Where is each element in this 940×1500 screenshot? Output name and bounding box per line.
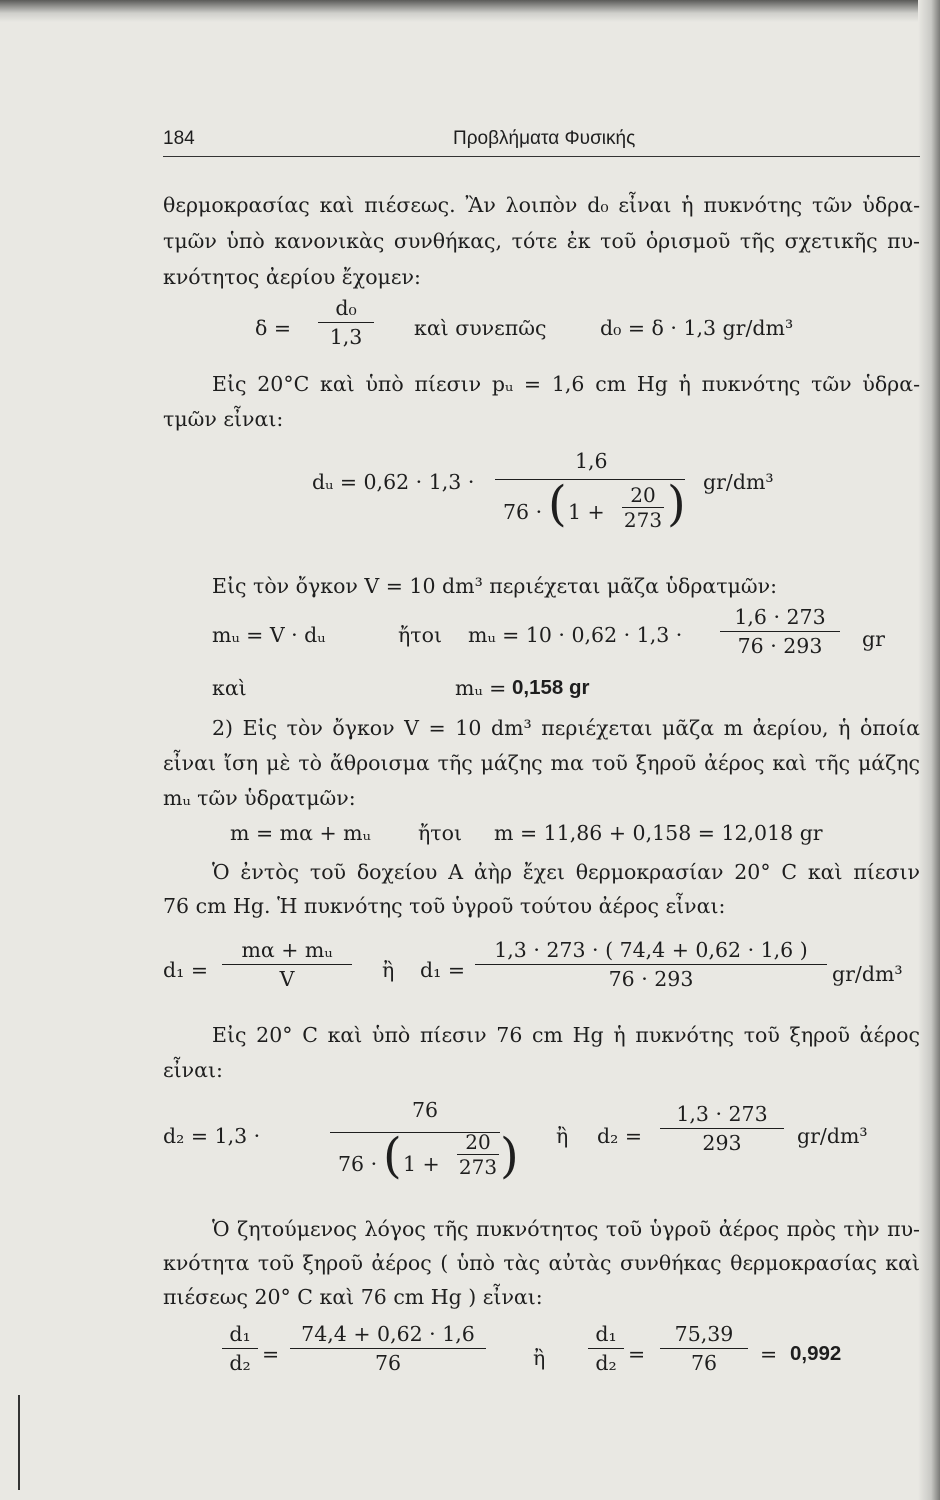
page-number: 184 (163, 128, 195, 149)
text-line: 76 cm Hg. Ἡ πυκνότης τοῦ ὑγροῦ τούτου ἀέρος εἶναι: (163, 894, 726, 918)
text-line: εἶναι ἴση μὲ τὸ ἄθροισμα τῆς μάζης mα τοῦ ξηροῦ ἀέρος καὶ τῆς μάζης (163, 751, 920, 775)
text-line: θερμοκρασίας καὶ πιέσεως. Ἂν λοιπὸν d₀ εἶναι ἡ πυκνότης τῶν ὑδρα- (163, 193, 920, 217)
text-line: τμῶν εἶναι: (163, 407, 284, 431)
text-line: Εἰς 20°C καὶ ὑπὸ πίεσιν pᵤ = 1,6 cm Hg ἡ πυκνότης τῶν ὑδρα- (212, 372, 920, 396)
text-line: κνότητος ἀερίου ἔχομεν: (163, 265, 421, 289)
text-line: Ὁ ζητούμενος λόγος τῆς πυκνότητος τοῦ ὑγροῦ ἀέρος πρὸς τὴν πυ- (212, 1217, 920, 1241)
header-rule (163, 156, 920, 157)
text-line: Ὁ ἐντὸς τοῦ δοχείου Α ἀὴρ ἔχει θερμοκρασίαν 20° C καὶ πίεσιν (212, 860, 920, 884)
text-line: Εἰς 20° C καὶ ὑπὸ πίεσιν 76 cm Hg ἡ πυκνότης τοῦ ξηροῦ ἀέρος (212, 1023, 920, 1047)
scan-top-edge (0, 0, 940, 22)
scan-right-edge (918, 0, 940, 1500)
text-line: εἶναι: (163, 1058, 223, 1082)
book-page: 184 Προβλήματα Φυσικής θερμοκρασίας καὶ πιέσεως. Ἂν λοιπὸν d₀ εἶναι ἡ πυκνότης τῶν ὑδρα- τμῶν ὑπὸ κανονικὰς συνθήκας, τότε ἐκ τοῦ ὁρισμοῦ τῆς σχετικῆς πυ- κνότητος ἀερίου ἔχομεν: δ = d₀ 1,3 καὶ συνεπῶς d₀ = δ · 1,3 gr/dm³ Εἰς 20°C καὶ ὑπὸ πίεσιν pᵤ = 1,6 cm Hg ἡ πυκνότης τῶν ὑδρα- τμῶν εἶναι: dᵤ = 0,62 · 1,3 · 1,6 76 · ( 1 + 20 273 ) gr/dm³ Εἰς τὸν ὄγκον V = 10 dm³ περιέχεται μᾶζα ὑδρατμῶν: mᵤ = V · dᵤ ἤτοι mᵤ = 10 · 0,62 · 1,3 · 1,6 · 273 76 · 293 gr καὶ mᵤ = 0,158 gr 2) Εἰς τὸν ὄγκον V = 10 dm³ περιέχεται μᾶζα m ἀερίου, ἡ ὁποία εἶναι ἴση μὲ τὸ ἄθροισμα τῆς μάζης mα τοῦ ξηροῦ ἀέρος καὶ τῆς μάζης mᵤ τῶν ὑδρατμῶν: m = mα + mᵤ ἤτοι m = 11,86 + 0,158 = 12,018 gr Ὁ ἐντὸς τοῦ δοχείου Α ἀὴρ ἔχει θερμοκρασίαν 20° C καὶ πίεσιν 76 cm Hg. Ἡ πυκνότης τοῦ ὑγροῦ τούτου ἀέρος εἶναι: d₁ = mα + mᵤ V ἢ d₁ = 1,3 · 273 · ( 74,4 + 0,62 · 1,6 ) 76 · 293 gr/dm³ Εἰς 20° C καὶ ὑπὸ πίεσιν 76 cm Hg ἡ πυκνότης τοῦ ξηροῦ ἀέρος εἶναι: d₂ = 1,3 · 76 76 · ( 1 + 20 273 ) ἢ d₂ = 1,3 · 273 293 gr/dm³ Ὁ ζητούμενος λόγος τῆς πυκνότητος τοῦ ὑγροῦ ἀέρος πρὸς τὴν πυ- κνότητα τοῦ ξηροῦ ἀέρος ( ὑπὸ τὰς αὐτὰς συνθήκας θερμοκρασίας καὶ πιέσεως 20° C καὶ 76 cm Hg ) εἶναι: d₁ d₂ = 74,4 + 0,62 · 1,6 76 ἢ d₁ d₂ = 75,39 76 = 0,992 (0, 0, 940, 1500)
text-line: κνότητα τοῦ ξηροῦ ἀέρος ( ὑπὸ τὰς αὐτὰς συνθήκας θερμοκρασίας καὶ (163, 1251, 920, 1275)
margin-mark (18, 1395, 20, 1490)
text-line: mᵤ τῶν ὑδρατμῶν: (163, 786, 356, 810)
text-line: Εἰς τὸν ὄγκον V = 10 dm³ περιέχεται μᾶζα ὑδρατμῶν: (212, 574, 777, 598)
text-line: 2) Εἰς τὸν ὄγκον V = 10 dm³ περιέχεται μᾶζα m ἀερίου, ἡ ὁποία (212, 716, 920, 740)
page-header (163, 126, 920, 160)
text-line: πιέσεως 20° C καὶ 76 cm Hg ) εἶναι: (163, 1285, 543, 1309)
running-title: Προβλήματα Φυσικής (453, 128, 636, 149)
text-line: τμῶν ὑπὸ κανονικὰς συνθήκας, τότε ἐκ τοῦ ὁρισμοῦ τῆς σχετικῆς πυ- (163, 229, 920, 253)
